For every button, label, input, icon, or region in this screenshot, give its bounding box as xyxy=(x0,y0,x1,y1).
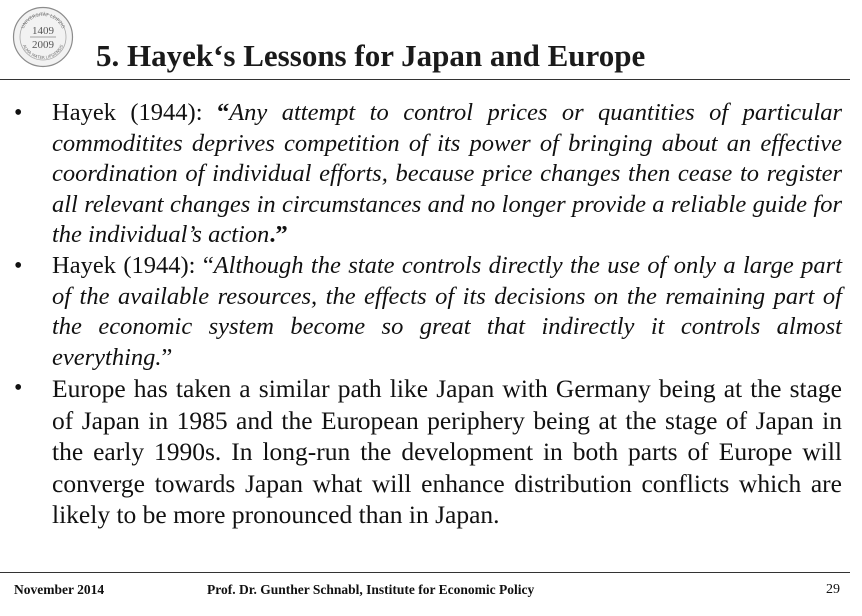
title-divider xyxy=(0,79,850,80)
quote-mark-open: “ xyxy=(216,99,230,126)
page-number: 29 xyxy=(826,582,840,597)
bullet-text: Europe has taken a similar path like Japan with Germany being at the stage of Japan in 1985 and the European periphery being at the stage of Japan in the early 1990s. In long-run the development in both parts of Europe will converge towards Japan what will enhance distribution conflicts which are likely to be more pronounced than in Japan. xyxy=(52,374,842,530)
logo-text-bottom: ALMA MATER LIPSIENSIS xyxy=(21,43,65,61)
quote-mark-close: ” xyxy=(161,343,173,371)
university-seal-logo xyxy=(12,6,74,68)
university-seal-icon xyxy=(12,6,74,68)
quote-text: Although the state controls directly the use of only a large part of the available resources, the effects of its decisions on the remaining part of the economic system become so great that indirectly it controls almost everything. xyxy=(52,251,842,371)
bullet-lead: Hayek (1944): xyxy=(52,99,217,126)
bullet-lead: Hayek (1944): “ xyxy=(52,251,214,279)
bullet-item-hayek-quote-1 xyxy=(0,98,842,251)
bullet-list xyxy=(0,98,842,531)
quote-text: Any attempt to control prices or quantities of particular commoditites deprives competition of its power of bringing about an effective coordination of individual efforts, because price changes then cease to register all relevant changes in circumstances and no longer provide a reliable guide for the individual’s action xyxy=(52,99,842,249)
quote-mark-close: .” xyxy=(269,221,288,249)
logo-text-top: UNIVERSITÄT LEIPZIG xyxy=(20,12,66,30)
page-title: 5. Hayek‘s Lessons for Japan and Europe xyxy=(96,38,646,73)
footer-author: Prof. Dr. Gunther Schnabl, Institute for Economic Policy xyxy=(207,582,535,597)
logo-year-top: 1409 xyxy=(32,25,54,37)
bullet-item-hayek-quote-2 xyxy=(0,251,842,373)
logo-year-bottom: 2009 xyxy=(32,39,54,51)
bullet-item-europe-japan xyxy=(0,373,842,531)
footer-divider xyxy=(0,572,850,573)
footer-date: November 2014 xyxy=(14,582,105,597)
